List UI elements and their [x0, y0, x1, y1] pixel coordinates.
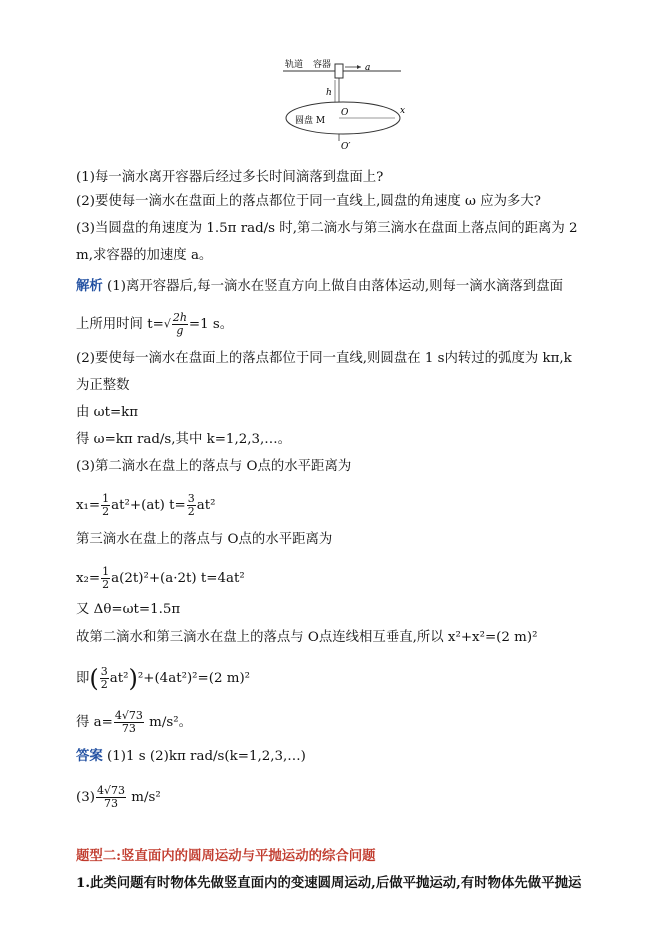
- question-2: (2)要使每一滴水在盘面上的落点都位于同一直线上,圆盘的角速度 ω 应为多大?: [76, 194, 541, 209]
- o-label: O: [341, 108, 349, 118]
- frac-denominator: g: [176, 324, 184, 337]
- x2-suffix: a(2t)²+(a·2t) t=4at²: [111, 571, 245, 586]
- section-paragraph: 1.此类问题有时物体先做竖直面内的变速圆周运动,后做平抛运动,有时物体先做平抛运: [76, 875, 582, 891]
- equation-line: 即( $\frac{3}{2}$ at²)²+(4at²)²=(2 m)²: [76, 664, 251, 693]
- answer-3-unit: m/s²: [131, 790, 161, 805]
- sqrt-expression: √ $\frac{2h}{g}$: [163, 311, 187, 337]
- question-3-line-2: m,求容器的加速度 a。: [76, 248, 213, 263]
- frac-numerator: 2h: [172, 311, 187, 324]
- solution-1-text: (1)离开容器后,每一滴水在竖直方向上做自由落体运动,则每一滴水滴落到盘面: [107, 279, 564, 294]
- delta-theta: 又 Δθ=ωt=1.5π: [76, 602, 181, 617]
- solution-1-line-1: [76, 277, 563, 296]
- o-prime-label: O′: [341, 142, 351, 152]
- equation-middle: at²: [109, 671, 129, 686]
- result-num: 4√73: [114, 709, 143, 722]
- question-3-line-1: (3)当圆盘的角速度为 1.5π rad/s 时,第二滴水与第三滴水在盘面上落点间的距离为 2: [76, 221, 578, 236]
- accel-label: a: [365, 63, 371, 73]
- result-prefix: 得 a=: [76, 715, 113, 730]
- answer-3-den: 73: [103, 797, 118, 810]
- x1-prefix: x₁=: [76, 498, 101, 513]
- half-num: 1: [102, 492, 110, 505]
- half-num-2: 1: [102, 565, 110, 578]
- solution-2-line-1: (2)要使每一滴水在盘面上的落点都位于同一直线,则圆盘在 1 s内转过的弧度为 kπ,k: [76, 351, 572, 366]
- solution-1-line-2: [76, 312, 233, 337]
- answer-3-num: 4√73: [96, 784, 125, 797]
- three-num: 3: [187, 492, 195, 505]
- three-num-2: 3: [100, 665, 108, 678]
- result-a: [76, 710, 192, 735]
- solution-2-line-4: 得 ω=kπ rad/s,其中 k=1,2,3,…。: [76, 432, 292, 447]
- answer-line-2: [76, 785, 161, 810]
- result-unit: m/s²。: [149, 715, 192, 730]
- time-formula-suffix: =1 s。: [188, 317, 234, 332]
- x2-prefix: x₂=: [76, 571, 101, 586]
- perpendicular-statement: 故第二滴水和第三滴水在盘上的落点与 O点连线相互垂直,所以 x²+x²=(2 m)²: [76, 630, 538, 645]
- question-1: (1)每一滴水离开容器后经过多长时间滴落到盘面上?: [76, 170, 384, 185]
- x-label: x: [400, 106, 406, 116]
- track-label: 轨道: [285, 60, 304, 70]
- container-label: 容器: [313, 60, 332, 70]
- x1-formula: [76, 493, 216, 518]
- disk-label: 圆盘 M: [295, 116, 326, 126]
- h-label: h: [326, 88, 332, 98]
- answer-3-prefix: (3): [76, 790, 95, 805]
- solution-2-line-2: 为正整数: [76, 378, 130, 393]
- figure-disk-track: [283, 55, 413, 155]
- three-den: 2: [187, 505, 195, 518]
- answer-label: 答案: [76, 748, 103, 764]
- solution-2-line-3: 由 ωt=kπ: [76, 405, 139, 420]
- answer-line-1: [76, 747, 306, 766]
- x1-suffix: at²: [196, 498, 216, 513]
- equation-prefix: 即: [76, 671, 90, 686]
- x2-formula: [76, 566, 245, 591]
- x1-middle: at²+(at) t=: [111, 498, 186, 513]
- equation-suffix: ²+(4at²)²=(2 m)²: [137, 671, 251, 686]
- time-formula-prefix: 上所用时间 t=: [76, 317, 164, 332]
- answer-text: (1)1 s (2)kπ rad/s(k=1,2,3,…): [107, 749, 306, 764]
- solution-3-line-1: (3)第二滴水在盘上的落点与 O点的水平距离为: [76, 459, 352, 474]
- solution-3-line-3: 第三滴水在盘上的落点与 O点的水平距离为: [76, 532, 333, 547]
- solution-label: 解析: [76, 278, 103, 294]
- half-den: 2: [102, 505, 110, 518]
- result-den: 73: [121, 722, 136, 735]
- half-den-2: 2: [102, 578, 110, 591]
- section-title: 题型二:竖直面内的圆周运动与平抛运动的综合问题: [76, 848, 376, 864]
- three-den-2: 2: [100, 678, 108, 691]
